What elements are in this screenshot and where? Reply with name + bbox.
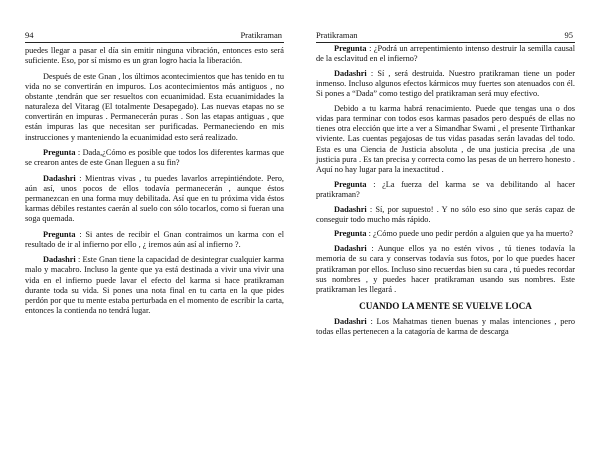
page-number: 95	[564, 30, 573, 40]
paragraph-text: Después de este Gnan , los últimos acontecimientos que has tenido en tu vida no se convertirán en impuros. Los acontecimientos más antiguos , no obstante ,tendrán que ser resueltos con ecuanimidad. Esta ecuanimidades la naturaleza del Vitarag (El totalmente Desapegado). Las nuevas etapas no se convertirán en impuras . Permanecerán puras . Son las etapas antiguas , que están impuras las que necesitan ser purificadas. Permaneciendo en mis instrucciones y manteniendo la ecuanimidad esto será realizado.	[25, 71, 284, 142]
speaker-label: Pregunta	[334, 44, 367, 53]
dialogue-paragraph	[316, 317, 575, 337]
speaker-label: Dadashri	[334, 244, 367, 254]
dialogue-paragraph	[316, 44, 575, 64]
paragraph-text: : Sí, por supuesto! . Y no sólo eso sino que serás capaz de conseguir todo mucho más rápido.	[316, 204, 575, 224]
paragraph-text: : Este Gnan tiene la capacidad de desintegrar cualquier karma malo y macabro. Incluso la gente que ya está destinada a vivir una vivir una vida en el infierno puede lavar el efecto del karma si hace pratikraman durante toda su vida. Si pones una nota final en tu carta en la que pides perdón por que tu mente estaba perturbada en el momento de escribir la carta, entonces la contienda no tendrá lugar.	[25, 255, 284, 316]
paragraph	[25, 72, 284, 143]
right-page	[316, 0, 575, 463]
header-rule	[316, 42, 575, 43]
speaker-label: Pregunta	[43, 229, 76, 239]
speaker-label: Pregunta	[43, 148, 76, 157]
right-page-body	[316, 44, 575, 342]
running-title: Pratikraman	[316, 30, 358, 40]
running-title: Pratikraman	[240, 30, 282, 40]
paragraph-text: : Aunque ellos ya no estén vivos , tú tienes todavía la memoria de su cara y conservas todavía sus fotos, por lo que puedes hacer pratikraman por ellos. Incluso sino recuerdas bien su cara , tú puedes recordar sus nombres , y puedes hacer pratikraman usando sus nombres. Este pratikraman les llegará .	[316, 244, 576, 294]
left-page-body	[25, 46, 284, 322]
speaker-label: Dadashri	[334, 68, 367, 78]
paragraph-text: : ¿La fuerza del karma se va debilitando al hacer pratikraman?	[316, 179, 575, 199]
speaker-label: Dadashri	[43, 173, 76, 183]
dialogue-paragraph	[25, 174, 284, 225]
paragraph-text: : ¿Cómo puede uno pedir perdón a alguien que ya ha muerto?	[368, 229, 574, 239]
page-number: 94	[25, 30, 34, 40]
paragraph-text: Debido a tu karma habrá renacimiento. Puede que tengas una o dos vidas para terminar con todos esos karmas pasados pero después de ellas no tienes otra elección que irte a ver a Simandhar Swami , el presente Tirthankar viviente. Las cuentas pegajosas de tus vidas pasadas serán lavadas del todo. Esta es una Ciencia de Justicia absoluta , de una justicia precisa ,de una justicia pura . Es tan precisa y correcta como las pesas de un herrero honesto . Aquí no hay lugar para la inexactitud .	[316, 103, 575, 174]
header-rule	[25, 42, 284, 43]
dialogue-paragraph	[25, 255, 284, 316]
paragraph-text: puedes llegar a pasar el día sin emitir ninguna vibración, entonces esto será suficiente. Eso, por sí mismo es un gran logro hacia la liberación.	[25, 46, 284, 66]
dialogue-paragraph	[25, 148, 284, 168]
section-heading: CUANDO LA MENTE SE VUELVE LOCA	[359, 300, 532, 311]
dialogue-paragraph	[316, 69, 575, 99]
paragraph	[25, 46, 284, 66]
right-page-header	[316, 30, 575, 41]
dialogue-paragraph	[316, 205, 575, 225]
paragraph-text: : Si antes de recibir el Gnan contraimos un karma con el resultado de ir al infierno por ello , ¿ iremos aún así al infierno ?.	[25, 229, 285, 249]
dialogue-paragraph	[25, 230, 284, 250]
dialogue-paragraph	[316, 180, 575, 200]
speaker-label: Pregunta	[334, 229, 367, 239]
paragraph-text: : ¿Podrá un arrepentimiento intenso destruir la semilla causal de la esclavitud en el infierno?	[316, 44, 575, 64]
paragraph	[316, 104, 575, 175]
speaker-label: Pregunta	[334, 179, 367, 189]
speaker-label: Dadashri	[334, 316, 367, 326]
left-page	[25, 0, 284, 463]
left-page-header	[25, 30, 284, 41]
paragraph-text: : Mientras vivas , tu puedes lavarlos arrepintiéndote. Pero, aún así, unos pocos de ellos todavía permanecerán , aunque éstos permanezcan en una forma muy debilitada. Así que en tu próxima vida éstos karmas débiles restantes caerán al suelo con sólo tocarlos, como si fueran una soga quemada.	[25, 173, 285, 224]
paragraph-text: : Dada,¿Cómo es posible que todos los diferentes karmas que se crearon antes de este Gnan lleguen a su fin?	[25, 148, 284, 168]
paragraph-text: : Sí , será destruida. Nuestro pratikraman tiene un poder inmenso. Incluso algunos efectos kármicos muy fuertes son atenuados con él. Si pones a “Dada” como testigo del pratikraman será muy efectivo.	[316, 68, 575, 99]
dialogue-paragraph	[316, 244, 575, 295]
speaker-label: Dadashri	[43, 255, 76, 265]
speaker-label: Dadashri	[334, 204, 367, 214]
dialogue-paragraph	[316, 229, 575, 239]
paragraph-text: : Los Mahatmas tienen buenas y malas intenciones , pero todas ellas pertenecen a la catagoría de karma de descarga	[316, 316, 575, 336]
